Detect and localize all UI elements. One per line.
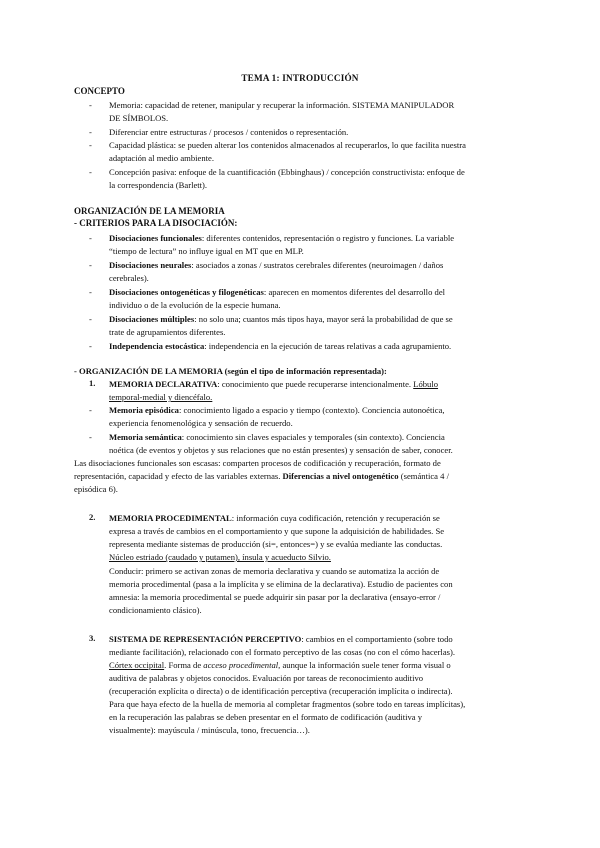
procedimental-line-1: MEMORIA PROCEDIMENTAL: información cuya codificación, retención y recuperación se (109, 513, 440, 523)
criterio-5: Independencia estocástica: independencia en la ejecución de tareas relativas a cada agrupamiento. (109, 341, 452, 351)
criterio-3: Disociaciones ontogenéticas y filogenéticas: aparecen en momentos diferentes del desarrollo del (109, 287, 446, 297)
bullet-dash: - (89, 405, 92, 415)
concepto-item-1-line-1: Memoria: capacidad de retener, manipular y recuperar la información. SISTEMA MANIPULADOR (109, 100, 455, 110)
organizacion-heading: ORGANIZACIÓN DE LA MEMORIA (74, 206, 225, 216)
perceptivo-line-1: SISTEMA DE REPRESENTACIÓN PERCEPTIVO: cambios en el comportamiento (sobre todo (109, 634, 453, 644)
criterio-4-cont: trate de agrupamientos diferentes. (109, 327, 226, 337)
perceptivo-line-2: mediante facilitación), relacionado con el formato perceptivo de las cosas (no con el cómo hacerlas). (109, 647, 455, 657)
perceptivo-line-3: Córtex occipital. Forma de acceso procedimental, aunque la información suele tener forma visual o (109, 660, 451, 670)
bullet-dash: - (89, 140, 92, 150)
semantica-line-2: noética (de eventos y objetos y sus relaciones que no están presentes) y sensación de saber, conocer. (109, 445, 453, 455)
criterio-3-cont: individuo o de la evolución de la especie humana. (109, 300, 281, 310)
bullet-dash: - (89, 314, 92, 324)
bullet-dash: - (89, 260, 92, 270)
concepto-item-4-line-2: la correspondencia (Barlett). (109, 180, 208, 190)
bullet-dash: - (89, 233, 92, 243)
declarativa-para-line-2: representación, capacidad y efecto de las variables externas. Diferencias a nivel ontogenético (semántica 4 / (74, 471, 449, 481)
perceptivo-line-8: visualmente): mayúscula / minúscula, tono, frecuencia…). (109, 725, 310, 735)
concepto-heading: CONCEPTO (74, 86, 125, 96)
criterio-4: Disociaciones múltiples: no solo una; cuantos más tipos haya, mayor será la probabilidad de que se (109, 314, 453, 324)
procedimental-cond-4: condicionamiento clásico). (109, 605, 202, 615)
criterio-2: Disociaciones neurales: asociados a zonas / sustratos cerebrales diferentes (neuroimagen / daños (109, 260, 444, 270)
bullet-dash: - (89, 100, 92, 110)
concepto-item-1-line-2: DE SÍMBOLOS. (109, 113, 169, 123)
episodica-line-2: experiencia fenomenológica y sensación de recuerdo. (109, 418, 293, 428)
semantica-line-1: Memoria semántica: conocimiento sin claves espaciales y temporales (sin contexto). Conciencia (109, 432, 445, 442)
episodica-line-1: Memoria episódica: conocimiento ligado a espacio y tiempo (contexto). Conciencia autonoética, (109, 405, 445, 415)
declarativa-para-line-1: Las disociaciones funcionales son escasas: comparten procesos de codificación y recuperación, formato de (74, 458, 441, 468)
perceptivo-line-7: en la recuperación las palabras se deben presentar en el formato de codificación (auditiva y (109, 712, 423, 722)
section-number: 3. (89, 633, 96, 643)
procedimental-line-3: representa mediante sistemas de producción (si=, entonces=) y se evalúa mediante las conductas. (109, 539, 443, 549)
procedimental-line-2: expresa a través de cambios en el comportamiento y que supone la adquisición de habilidades. Se (109, 526, 445, 536)
procedimental-cond-1: Conducir: primero se activan zonas de memoria declarativa y cuando se automatiza la acción de (109, 566, 440, 576)
declarativa-line-2: temporal-medial y diencéfalo. (109, 392, 213, 402)
page-title: TEMA 1: INTRODUCCIÓN (241, 73, 359, 83)
criterio-1-cont: “tiempo de lectura” no influye igual en MT que en MLP. (109, 246, 304, 256)
criterio-1: Disociaciones funcionales: diferentes contenidos, representación o registro y funciones. La variable (109, 233, 455, 243)
bullet-dash: - (89, 127, 92, 137)
declarativa-line-1: MEMORIA DECLARATIVA: conocimiento que puede recuperarse intencionalmente. Lóbulo (109, 379, 439, 389)
organizacion-tipo-heading: - ORGANIZACIÓN DE LA MEMORIA (según el tipo de información representada): (74, 366, 387, 376)
procedimental-line-4: Núcleo estriado (caudado y putamen), ínsula y acueducto Silvio. (109, 552, 331, 562)
declarativa-para-line-3: episódica 6). (74, 484, 118, 494)
bullet-dash: - (89, 432, 92, 442)
criterio-2-cont: cerebrales). (109, 273, 149, 283)
concepto-item-4-line-1: Concepción pasiva: enfoque de la cuantificación (Ebbinghaus) / concepción constructivista: enfoque de (109, 167, 465, 177)
section-number: 2. (89, 512, 96, 522)
procedimental-cond-2: memoria procedimental (pasa a la implícita y se elimina de la declarativa). Estudio de pacientes con (109, 579, 453, 589)
bullet-dash: - (89, 341, 92, 351)
procedimental-cond-3: amnesia: la memoria procedimental se puede adquirir sin pasar por la declarativa (ensayo-error / (109, 592, 441, 602)
concepto-item-3-line-2: adaptación al medio ambiente. (109, 153, 214, 163)
perceptivo-line-6: Para que haya efecto de la huella de memoria al completar fragmentos (sobre todo en tareas implícitas), (109, 699, 466, 709)
perceptivo-line-4: auditiva de palabras y objetos conocidos. Evaluación por tareas de reconocimiento auditivo (109, 673, 424, 683)
section-number: 1. (89, 378, 96, 388)
bullet-dash: - (89, 167, 92, 177)
concepto-item-3-line-1: Capacidad plástica: se pueden alterar los contenidos almacenados al recuperarlos, lo que facilita nuestra (109, 140, 466, 150)
bullet-dash: - (89, 287, 92, 297)
concepto-item-2-line-1: Diferenciar entre estructuras / procesos / contenidos o representación. (109, 127, 349, 137)
criterios-heading: - CRITERIOS PARA LA DISOCIACIÓN: (74, 218, 238, 228)
perceptivo-line-5: (recuperación explícita o directa) o de identificación perceptiva (recuperación implícita o indirecta). (109, 686, 453, 696)
